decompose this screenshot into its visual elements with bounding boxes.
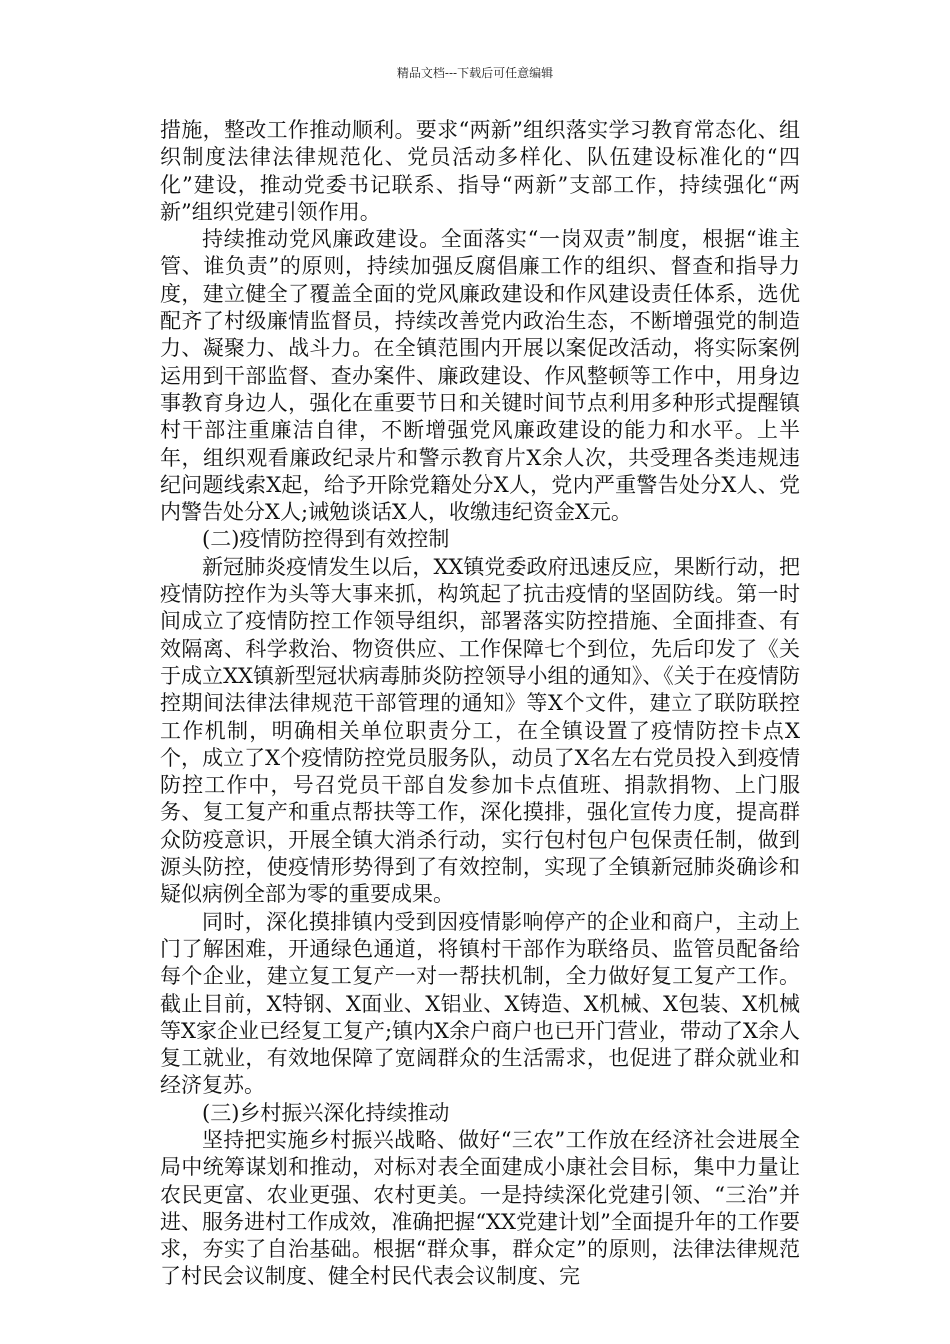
paragraph-party-conduct: 持续推动党风廉政建设。全面落实“一岗双责”制度，根据“谁主管、谁负责”的原则，持续加强反腐倡廉工作的组织、督查和指导力度，建立健全了覆盖全面的党风廉政建设和作风建设责任体系，选优配齐了村级廉情监督员，持续改善党内政治生态，不断增强党的制造力、凝聚力、战斗力。在全镇范围内开展以案促改活动，将实际案例运用到干部监督、查办案件、廉政建设、作风整顿等工作中，用身边事教育身边人，强化在重要节日和关键时间节点利用多种形式提醒镇村干部注重廉洁自律，不断增强党风廉政建设的能力和水平。上半年，组织观看廉政纪录片和警示教育片X余人次，共受理各类违规违纪问题线索X起，给予开除党籍处分X人，党内严重警告处分X人、党内警告处分X人;诫勉谈话X人，收缴违纪资金X元。 [160, 227, 800, 525]
paragraph-epidemic-response: 新冠肺炎疫情发生以后，XX镇党委政府迅速反应，果断行动，把疫情防控作为头等大事来抓，构筑起了抗击疫情的坚固防线。第一时间成立了疫情防控工作领导组织，部署落实防控措施、全面排查、有效隔离、科学救治、物资供应、工作保障七个到位，先后印发了《关于成立XX镇新型冠状病毒肺炎防控领导小组的通知》、《关于在疫情防控期间法律法律规范干部管理的通知》等X个文件，建立了联防联控工作机制，明确相关单位职责分工，在全镇设置了疫情防控卡点X个，成立了X个疫情防控党员服务队，动员了X名左右党员投入到疫情防控工作中，号召党员干部自发参加卡点值班、捐款捐物、上门服务、复工复产和重点帮扶等工作，深化摸排，强化宣传力度，提高群众防疫意识，开展全镇大消杀行动，实行包村包户包保责任制，做到源头防控，使疫情形势得到了有效控制，实现了全镇新冠肺炎确诊和疑似病例全部为零的重要成果。 [160, 554, 800, 907]
section-heading-epidemic: (二)疫情防控得到有效控制 [202, 527, 450, 552]
page-header: 精品文档---下载后可任意编辑 [396, 66, 554, 80]
section-heading-rural: (三)乡村振兴深化持续推动 [202, 1100, 450, 1125]
paragraph-continuation: 措施，整改工作推动顺利。要求“两新”组织落实学习教育常态化、组织制度法律法律规范化、党员活动多样化、队伍建设标准化的“四化”建设，推动党委书记联系、指导“两新”支部工作，持续强化“两新”组织党建引领作用。 [160, 118, 800, 224]
paragraph-resumption: 同时，深化摸排镇内受到因疫情影响停产的企业和商户，主动上门了解困难，开通绿色通道，将镇村干部作为联络员、监管员配备给每个企业，建立复工复产一对一帮扶机制，全力做好复工复产工作。截止目前，X特钢、X面业、X铝业、X铸造、X机械、X包装、X机械等X家企业已经复工复产;镇内X余户商户也已开门营业，带动了X余人复工就业，有效地保障了宽阔群众的生活需求，也促进了群众就业和经济复苏。 [160, 909, 800, 1098]
document-body [160, 117, 800, 1291]
paragraph-rural-revitalization: 坚持把实施乡村振兴战略、做好“三农”工作放在经济社会进展全局中统筹谋划和推动，对标对表全面建成小康社会目标，集中力量让农民更富、农业更强、农村更美。一是持续深化党建引领、“三治”并进、服务进村工作成效，准确把握“XX党建计划”全面提升年的工作要求，夯实了自治基础。根据“群众事，群众定”的原则，法律法律规范了村民会议制度、健全村民代表会议制度、完 [160, 1127, 800, 1289]
